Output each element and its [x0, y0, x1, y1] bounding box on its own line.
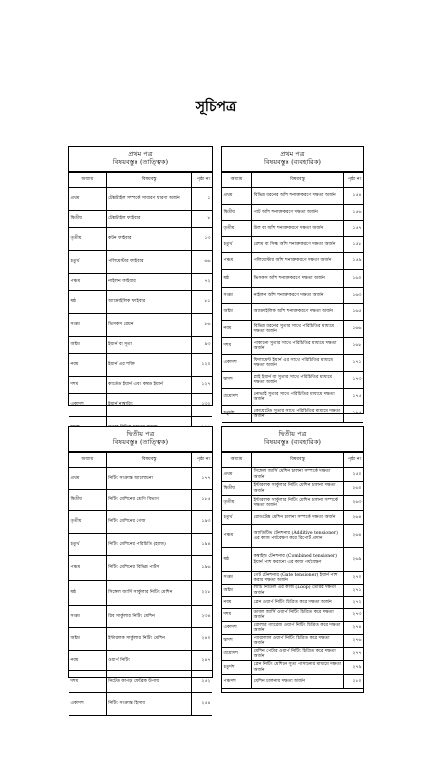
table-row — [222, 338, 363, 355]
topic-cell: ইয়ার্ন নাম্বারিং — [106, 394, 192, 417]
chapter-cell: সপ্তম — [222, 288, 252, 304]
topic-cell: মেশিন চালনায় দক্ষতা অর্জন — [252, 675, 344, 689]
table-row — [222, 304, 363, 321]
table-row — [222, 511, 363, 525]
chapter-cell: ষষ্ঠ — [222, 270, 252, 288]
topic-cell: ইন্টারলক সার্কুলার নিটিং মেশিন — [106, 628, 192, 651]
page-number-cell: ১৫৯ — [343, 253, 363, 270]
chapter-cell: পঞ্চম — [69, 556, 106, 581]
second-paper-practical-toc — [221, 426, 364, 693]
page-number-cell: ২৩৪ — [192, 606, 212, 628]
toc-table — [222, 172, 363, 423]
topic-cell: রোডটেক্স মেশিন চালনা সম্পর্কে দক্ষতা অর্জন — [252, 511, 344, 525]
page-number-cell: ২৬০ — [343, 482, 363, 496]
table-row — [222, 635, 363, 648]
chapter-cell: ষষ্ঠ — [69, 581, 106, 606]
topic-cell: কটন ফাইবার — [106, 228, 192, 251]
chapter-cell: নবম — [69, 354, 106, 377]
table-row — [69, 377, 212, 394]
chapter-cell: অষ্টম — [69, 337, 106, 354]
topic-cell: ইয়ার্ন বা সূতা — [106, 337, 192, 354]
topic-cell: নাইলন ফাইবার — [106, 274, 192, 291]
table-row — [222, 389, 363, 406]
topic-cell: প্লেন ওয়ার্প নিটিং চিত্রিত করে দক্ষতা অর্জন — [252, 597, 344, 609]
table-row — [222, 622, 363, 635]
table-row — [222, 253, 363, 270]
topic-cell: ভিসকস আঁশ শনাক্তকরণে দক্ষতা অর্জন — [252, 270, 344, 288]
table-row — [222, 355, 363, 372]
table-row — [222, 270, 363, 288]
table-row — [69, 274, 212, 291]
topic-cell: ইন্টারলক সার্কুলার নিটিং মেশিন চালনা দক্ষতা অর্জন — [252, 482, 344, 496]
column-header-chapter: অধ্যায় — [69, 453, 106, 468]
column-header-page: পৃষ্ঠা নং — [343, 453, 363, 468]
topic-cell: কম্বাইন্ড টেনশনার (Combined tensioner) ইয়ার্ন পাশ করানো এর কাজ পর্যবেক্ষণ — [252, 548, 344, 572]
topic-cell: নিটিং মেশিনের গেজ — [106, 511, 192, 534]
table-row — [222, 482, 363, 496]
column-header-chapter: অধ্যায় — [222, 173, 252, 188]
topic-cell: অ্যাক্রাইলিক ফাইবার — [106, 291, 192, 314]
chapter-cell: ষষ্ঠ — [222, 548, 252, 572]
topic-cell: নিটিং মেশিনের শ্রেণি বিভাগ — [106, 490, 192, 511]
table-row — [69, 468, 212, 490]
chapter-cell: ষষ্ঠ — [69, 291, 106, 314]
table-heading — [222, 147, 363, 172]
topic-cell: সিঙ্গেল জার্সি সার্কুলার নিটিং মেশিন — [106, 581, 192, 606]
page-number-cell: ১ — [192, 188, 212, 211]
table-row — [222, 468, 363, 482]
chapter-cell: প্রথম — [69, 188, 106, 211]
page-number-cell: ৮৬ — [192, 314, 212, 337]
page-number-cell: ২৫৪ — [192, 693, 212, 716]
page-number-cell: ২৭৩ — [343, 609, 363, 622]
column-header-topic: বিষয়বস্তু — [106, 453, 192, 468]
topic-cell: ল্যাচ নিডেল এর কাজ (Loop) তৈরির দক্ষতা অর্জন — [252, 585, 344, 597]
page-number-cell: ১৭৩ — [343, 372, 363, 389]
table-row — [69, 581, 212, 606]
topic-cell: ইন্টারলক সার্কুলার নিটিং মেশিন চালনা সম্পর্কে দক্ষতা অর্জন — [252, 496, 344, 511]
page-number-cell: ২৭৪ — [343, 622, 363, 635]
chapter-cell: সপ্তম — [69, 314, 106, 337]
page-number-cell: ২৭৬ — [343, 635, 363, 648]
page-number-cell: ৮ — [192, 211, 212, 228]
chapter-cell: দশম — [69, 671, 106, 693]
chapter-cell: একাদশ — [222, 355, 252, 372]
table-row — [69, 188, 212, 211]
chapter-cell: চতুর্দশ — [222, 661, 252, 675]
table-heading — [69, 427, 212, 452]
table-row — [222, 585, 363, 597]
chapter-cell: তৃতীয় — [69, 511, 106, 534]
first-paper-practical-toc — [221, 146, 364, 419]
chapter-cell: দশম — [69, 377, 106, 394]
table-row — [222, 572, 363, 585]
chapter-cell: চতুর্থ — [222, 237, 252, 253]
table-row — [69, 606, 212, 628]
table-row — [69, 228, 212, 251]
topic-cell: বিভিন্ন ধরনের আঁশ শনাক্তকরণে দক্ষতা অর্জন — [252, 188, 344, 205]
table-row — [222, 648, 363, 661]
column-header-chapter: অধ্যায় — [69, 173, 106, 188]
page-number-cell: ২৭৯ — [343, 661, 363, 675]
chapter-cell: পঞ্চম — [69, 274, 106, 291]
topic-cell: নিটিং সংক্রান্ত আলোচনা — [106, 468, 192, 490]
column-header-topic: বিষয়বস্তু — [106, 173, 192, 188]
toc-table — [69, 172, 212, 440]
table-row — [222, 372, 363, 389]
topic-cell: পাকানো সুতার সাথে পরিচিতির মাধ্যমে দক্ষতা অর্জন — [252, 338, 344, 355]
page-number-cell: ১৬৬ — [343, 321, 363, 338]
topic-cell: প্লাই ইয়ার্ন বা সুতার সাথে পরিচিতির মাধ্যমে দক্ষতা অর্জন — [252, 372, 344, 389]
toc-table — [222, 452, 363, 689]
chapter-cell: ত্রয়োদশ — [222, 648, 252, 661]
chapter-cell: একাদশ — [222, 622, 252, 635]
topic-cell: উল বা আঁশ শনাক্তকরণে দক্ষতা অর্জন — [252, 221, 344, 237]
page-number-cell: ২৫০ — [343, 468, 363, 482]
topic-cell: কার্ডেড ইয়ার্ন এবং কম্বড ইয়ার্ন — [106, 377, 192, 394]
topic-cell: পাট আঁশ শনাক্তকরণে দক্ষতা অর্জন — [252, 205, 344, 221]
topic-cell: অ্যাক্রাইলিক আঁশ শনাক্তকরণে দক্ষতা অর্জন — [252, 304, 344, 321]
topic-cell: প্লেন নিটিং মেশিনে সুতা পাসানোর মাধ্যমে দক্ষতা অর্জন — [252, 661, 344, 675]
table-row — [69, 651, 212, 671]
topic-cell: রেশম বা সিল্ক আঁশ শনাক্তকরণে দক্ষতা অর্জন — [252, 237, 344, 253]
page-number-cell: ১২০ — [192, 354, 212, 377]
topic-cell: প্যারালাল ওয়ার্প নিটিং চিত্রিত করে দক্ষতা অর্জন — [252, 635, 344, 648]
table-row — [69, 490, 212, 511]
chapter-cell: দ্বিতীয় — [222, 482, 252, 496]
page-number-cell: ২৬৯ — [343, 548, 363, 572]
column-header-page: পৃষ্ঠা নং — [192, 453, 212, 468]
topic-cell: সিঙ্গেল জার্সি মেশিন চালনা সম্পর্কে দক্ষতা অর্জন — [252, 468, 344, 482]
page-number-cell: ২২৮ — [192, 581, 212, 606]
chapter-cell: দ্বিতীয় — [69, 490, 106, 511]
table-row — [222, 597, 363, 609]
topic-cell: রিব সার্কুলার নিটিং মেশিন — [106, 606, 192, 628]
chapter-cell: দ্বাদশ — [222, 635, 252, 648]
column-header-page: পৃষ্ঠা নং — [343, 173, 363, 188]
chapter-cell: দ্বাদশ — [222, 372, 252, 389]
page-number-cell: ১৫৬ — [343, 205, 363, 221]
page-number-cell: ২৪০ — [192, 628, 212, 651]
topic-cell: পলিয়েস্টার আঁশ শনাক্তকরণে দক্ষতা অর্জন — [252, 253, 344, 270]
table-row — [69, 671, 212, 693]
chapter-cell: তৃতীয় — [69, 228, 106, 251]
page-number-cell: ১৬০ — [343, 270, 363, 288]
chapter-cell: প্রথম — [222, 468, 252, 482]
table-row — [222, 205, 363, 221]
topic-cell: গেট টেনশনার (Gate tensioner) ইয়ার্ন পাশ করার দক্ষতা অর্জন — [252, 572, 344, 585]
page-number-cell: ২৭২ — [343, 597, 363, 609]
paper-subtitle: বিষয়বস্তুঃ (তাত্ত্বিক) — [112, 158, 169, 166]
topic-cell: নিটিং মেশিনের বিভিন্ন পার্টস — [106, 556, 192, 581]
table-row — [69, 354, 212, 377]
table-row — [69, 291, 212, 314]
table-row — [69, 511, 212, 534]
page-number-cell: ২৪৭ — [192, 651, 212, 671]
table-header-row — [69, 453, 212, 468]
page-number-cell: ১৬৩ — [343, 288, 363, 304]
table-row — [69, 534, 212, 556]
page-number-cell: ১৯৩ — [192, 511, 212, 534]
chapter-cell: দশম — [222, 609, 252, 622]
topic-cell: অ্যাডিটিভ টেনশনার (Additive tensioner) এর কাজ পর্যবেক্ষণ করে রিপোর্ট প্রদান — [252, 525, 344, 548]
chapter-cell: একাদশ — [69, 693, 106, 716]
page-number-cell: ১৫৪ — [343, 188, 363, 205]
page-number-cell: ২৬৪ — [343, 511, 363, 525]
chapter-cell: প্রথম — [222, 188, 252, 205]
page-number-cell: ২৭০ — [343, 572, 363, 585]
topic-cell: পলিয়েস্টার ফাইবার — [106, 251, 192, 274]
chapter-cell: চতুর্দশ — [222, 406, 252, 423]
chapter-cell: তৃতীয় — [222, 221, 252, 237]
toc-table — [69, 452, 212, 716]
topic-cell: ইয়ার্ন এর শক্তি — [106, 354, 192, 377]
paper-title: দ্বিতীয় পত্র — [126, 430, 155, 438]
column-header-topic: বিষয়বস্তু — [252, 453, 344, 468]
chapter-cell: পঞ্চদশ — [222, 675, 252, 689]
page-number-cell: ১৯৪ — [192, 534, 212, 556]
chapter-cell: দ্বিতীয় — [69, 211, 106, 228]
topic-cell: নিটিং মেশিনের পরিচিতি (হ্যান্ড) — [106, 534, 192, 556]
paper-title: প্রথম পত্র — [128, 150, 153, 158]
topic-cell: কোয়েটেড সুতার সাথে পরিচিতির মাধ্যমে দক্ষতা অর্জন — [252, 406, 344, 423]
chapter-cell: পঞ্চম — [222, 253, 252, 270]
table-row — [69, 251, 212, 274]
table-row — [69, 394, 212, 417]
chapter-cell: ত্রয়োদশ — [222, 389, 252, 406]
first-paper-theory-toc — [68, 146, 213, 406]
page-number-cell: ১৮৫ — [192, 490, 212, 511]
topic-cell: ভিসকস রেয়ন — [106, 314, 192, 337]
page-number-cell: ১২৭ — [192, 377, 212, 394]
column-header-chapter: অধ্যায় — [222, 453, 252, 468]
table-row — [222, 525, 363, 548]
paper-title: দ্বিতীয় পত্র — [278, 430, 307, 438]
page-number-cell: ১৫৭ — [343, 221, 363, 237]
chapter-cell: একাদশ — [69, 394, 106, 417]
topic-cell: নাইলন আঁশ শনাক্তকরণে দক্ষতা অর্জন — [252, 288, 344, 304]
page-number-cell: ১৯৬ — [192, 556, 212, 581]
table-row — [222, 548, 363, 572]
chapter-cell: নবম — [222, 321, 252, 338]
table-header-row — [222, 453, 363, 468]
page-number-cell: ২৭১ — [343, 585, 363, 597]
topic-cell: নিটিং সংক্রান্ত হিসাব — [106, 693, 192, 716]
table-row — [222, 237, 363, 253]
table-row — [69, 628, 212, 651]
table-row — [222, 406, 363, 423]
topic-cell: রোলার গ্যারেজ ওয়ার্প নিটিং চিত্রিত করে দক্ষতা অর্জন — [252, 622, 344, 635]
table-heading — [222, 427, 363, 452]
topic-cell: ওয়ার্প নিটিং — [106, 651, 192, 671]
table-row — [222, 188, 363, 205]
chapter-cell: দশম — [222, 338, 252, 355]
table-row — [222, 288, 363, 304]
table-header-row — [222, 173, 363, 188]
topic-cell: ডাবল জার্সি ওয়ার্প নিটিং চিত্রিত করে দক্ষতা অর্জন — [252, 609, 344, 622]
chapter-cell: তৃতীয় — [222, 496, 252, 511]
topic-cell: মেশিন পেটার ওয়ার্প নিটিং চিত্রিত করে দক্ষতা অর্জন — [252, 648, 344, 661]
page-number-cell: ৮১ — [192, 291, 212, 314]
page-number-cell: ১৭৭ — [192, 468, 212, 490]
chapter-cell: অষ্টম — [222, 304, 252, 321]
table-row — [222, 609, 363, 622]
table-header-row — [69, 173, 212, 188]
topic-cell: টেক্সটাইল ফাইবার — [106, 211, 192, 228]
page-number-cell: ২৫২ — [192, 671, 212, 693]
chapter-cell: চতুর্থ — [69, 534, 106, 556]
page-number-cell: ১৭৫ — [343, 389, 363, 406]
topic-cell: বিভিন্ন ধরনের সুতার সাথে পরিচিতির মাধ্যমে দক্ষতা অর্জন — [252, 321, 344, 338]
topic-cell: টেক্সটাইল সম্পর্কে সাধারণ ধারণা অর্জন — [106, 188, 192, 211]
table-row — [222, 221, 363, 237]
paper-subtitle: বিষয়বস্তুঃ (ব্যবহারিক) — [264, 158, 321, 166]
chapter-cell: নবম — [69, 651, 106, 671]
chapter-cell: অষ্টম — [222, 585, 252, 597]
paper-title: প্রথম পত্র — [280, 150, 305, 158]
page-number-cell: ২৬৩ — [343, 496, 363, 511]
page-number-cell: ৯৩ — [192, 337, 212, 354]
second-paper-theory-toc — [68, 426, 213, 707]
page-number-cell: ১৬৮ — [343, 338, 363, 355]
page-number-cell: ৭২ — [192, 274, 212, 291]
table-row — [69, 211, 212, 228]
topic-cell: নোভাই সুতার সাথে পরিচিতির মাধ্যমে দক্ষতা অর্জন — [252, 389, 344, 406]
table-row — [69, 556, 212, 581]
chapter-cell: সপ্তম — [69, 606, 106, 628]
table-row — [222, 496, 363, 511]
table-row — [222, 675, 363, 689]
paper-subtitle: বিষয়বস্তুঃ (ব্যবহারিক) — [264, 438, 321, 446]
table-heading — [69, 147, 212, 172]
topic-cell: নিটেড কাপড় ফেব্রিক উপায় — [106, 671, 192, 693]
chapter-cell: নবম — [222, 597, 252, 609]
page-number-cell: ৬৬ — [192, 251, 212, 274]
table-row — [222, 661, 363, 675]
chapter-cell: পঞ্চম — [222, 525, 252, 548]
page-number-cell: ১৩২ — [192, 394, 212, 417]
table-row — [69, 693, 212, 716]
page-number-cell: ২৭৭ — [343, 648, 363, 661]
table-row — [69, 337, 212, 354]
topic-cell: ফিলামেন্ট ইয়ার্ন এর সাথে পরিচিতির মাধ্যমে দক্ষতা অর্জন — [252, 355, 344, 372]
chapter-cell: দ্বিতীয় — [222, 205, 252, 221]
chapter-cell: প্রথম — [69, 468, 106, 490]
column-header-topic: বিষয়বস্তু — [252, 173, 344, 188]
page-number-cell: ১৫৮ — [343, 237, 363, 253]
paper-subtitle: বিষয়বস্তুঃ (তাত্ত্বিক) — [112, 438, 169, 446]
page-number-cell: ১৭৫ — [343, 406, 363, 423]
table-row — [69, 314, 212, 337]
table-row — [222, 321, 363, 338]
page-number-cell: ১৩ — [192, 228, 212, 251]
chapter-cell: অষ্টম — [69, 628, 106, 651]
page-number-cell: ২৮০ — [343, 675, 363, 689]
page-number-cell: ২৬৪ — [343, 525, 363, 548]
chapter-cell: সপ্তম — [222, 572, 252, 585]
chapter-cell: চতুর্থ — [222, 511, 252, 525]
page-number-cell: ১৬৫ — [343, 304, 363, 321]
page-number-cell: ১৭১ — [343, 355, 363, 372]
column-header-page: পৃষ্ঠা নং — [192, 173, 212, 188]
chapter-cell: চতুর্থ — [69, 251, 106, 274]
page-title: সূচিপত্র — [195, 99, 237, 115]
